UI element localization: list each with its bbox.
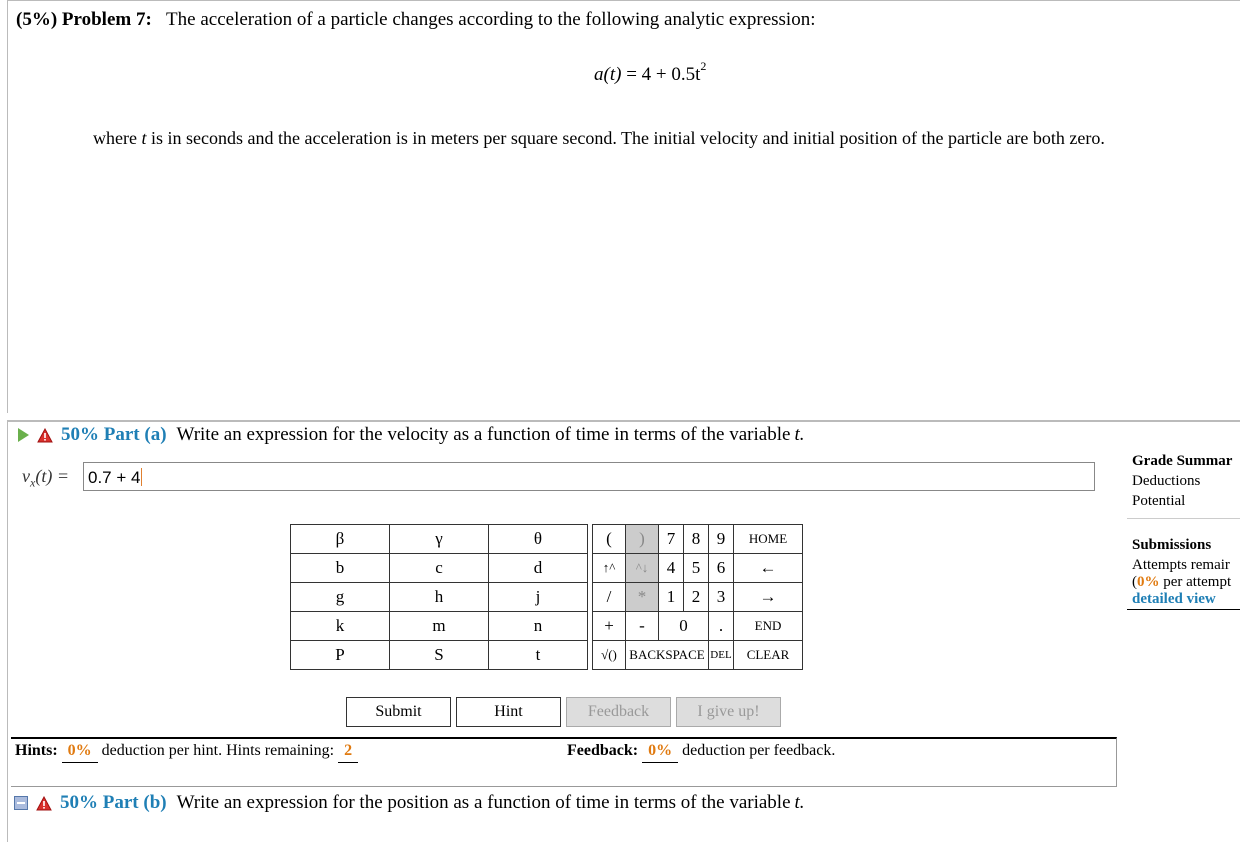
equation-exponent: 2 [700, 59, 707, 73]
key-7[interactable]: 7 [659, 525, 684, 554]
key-d[interactable]: d [489, 554, 588, 583]
detailed-view-link[interactable]: detailed view [1127, 591, 1240, 610]
key-S[interactable]: S [390, 641, 489, 670]
key-t[interactable]: t [489, 641, 588, 670]
numeric-keypad [592, 524, 803, 670]
key-g[interactable]: g [291, 583, 390, 612]
key-2[interactable]: 2 [684, 583, 709, 612]
part-a-prompt: Write an expression for the velocity as a function of time in terms of the variable [176, 424, 791, 445]
submissions-title: Submissions [1132, 537, 1212, 553]
key-m[interactable]: m [390, 612, 489, 641]
key-beta[interactable]: β [291, 525, 390, 554]
answer-value: 0.7 + 4 [88, 468, 141, 487]
key-divide[interactable]: / [593, 583, 626, 612]
part-a-header[interactable] [18, 424, 804, 446]
key-left-arrow[interactable]: ← [734, 554, 803, 583]
where-var: t [141, 128, 147, 148]
text-caret [141, 468, 142, 486]
key-lower[interactable]: ^↓ [626, 554, 659, 583]
key-k[interactable]: k [291, 612, 390, 641]
key-P[interactable]: P [291, 641, 390, 670]
collapse-icon[interactable] [14, 796, 28, 810]
warning-icon [36, 796, 52, 811]
problem-statement: The acceleration of a particle changes according to the following analytic expression: [166, 9, 816, 30]
play-icon[interactable] [18, 428, 29, 442]
part-a-prompt-var: t. [794, 424, 805, 445]
where-text-rest: is in seconds and the acceleration is in meters per square second. The initial velocity and initial position of the particle are both zero. [146, 128, 1105, 148]
part-b-header[interactable] [14, 792, 805, 814]
feedback-info [567, 742, 835, 760]
var-args: (t) = [35, 466, 69, 486]
grade-summary [1127, 450, 1240, 610]
key-sqrt[interactable]: √() [593, 641, 626, 670]
var-sub: x [30, 475, 36, 490]
hints-text: deduction per hint. Hints remaining: [101, 742, 335, 759]
part-a-percent: 50% Part (a) [61, 424, 167, 445]
key-plus[interactable]: + [593, 612, 626, 641]
give-up-button[interactable]: I give up! [676, 697, 781, 727]
part-b-percent: 50% Part (b) [60, 792, 167, 813]
key-theta[interactable]: θ [489, 525, 588, 554]
key-1[interactable]: 1 [659, 583, 684, 612]
part-b-prompt: Write an expression for the position as a function of time in terms of the variable [176, 792, 791, 813]
key-b[interactable]: b [291, 554, 390, 583]
key-h[interactable]: h [390, 583, 489, 612]
key-close-paren[interactable]: ) [626, 525, 659, 554]
problem-label: Problem 7: [61, 9, 152, 30]
key-gamma[interactable]: γ [390, 525, 489, 554]
deductions-label: Deductions [1132, 473, 1201, 489]
key-c[interactable]: c [390, 554, 489, 583]
key-open-paren[interactable]: ( [593, 525, 626, 554]
key-home[interactable]: HOME [734, 525, 803, 554]
problem-header [16, 9, 815, 31]
key-minus[interactable]: - [626, 612, 659, 641]
key-multiply[interactable]: * [626, 583, 659, 612]
key-3[interactable]: 3 [709, 583, 734, 612]
sidebar-divider [1127, 518, 1240, 520]
answer-input[interactable] [83, 462, 1095, 491]
per-attempt-text: per attempt [1159, 574, 1232, 590]
key-right-arrow[interactable]: → [734, 583, 803, 612]
grade-summary-title: Grade Summar [1132, 453, 1233, 469]
key-del[interactable]: DEL [709, 641, 734, 670]
equation-lhs: a(t) [594, 64, 622, 85]
equation [594, 59, 706, 86]
equation-rhs: = 4 + 0.5t [621, 64, 701, 85]
hints-label: Hints: [15, 742, 58, 759]
key-4[interactable]: 4 [659, 554, 684, 583]
key-end[interactable]: END [734, 612, 803, 641]
key-decimal[interactable]: . [709, 612, 734, 641]
key-n[interactable]: n [489, 612, 588, 641]
key-9[interactable]: 9 [709, 525, 734, 554]
where-text: where [93, 128, 142, 148]
problem-where [93, 128, 1105, 149]
warning-icon [37, 428, 53, 443]
key-j[interactable]: j [489, 583, 588, 612]
per-attempt: (0% per attempt [1132, 574, 1232, 590]
key-5[interactable]: 5 [684, 554, 709, 583]
part-b-prompt-var: t. [794, 792, 805, 813]
key-0[interactable]: 0 [659, 612, 709, 641]
hints-deduction: 0% [62, 742, 98, 763]
key-clear[interactable]: CLEAR [734, 641, 803, 670]
feedback-deduction: 0% [642, 742, 678, 763]
potential-label: Potential [1132, 493, 1186, 509]
submit-button[interactable]: Submit [346, 697, 451, 727]
greek-keypad [290, 524, 588, 670]
hints-remaining: 2 [338, 742, 358, 763]
hints-info [15, 742, 358, 760]
key-backspace[interactable]: BACKSPACE [626, 641, 709, 670]
feedback-text: deduction per feedback. [682, 742, 836, 759]
key-raise[interactable]: ↑^ [593, 554, 626, 583]
per-attempt-pct: 0% [1137, 574, 1160, 590]
hint-button[interactable]: Hint [456, 697, 561, 727]
feedback-label: Feedback: [567, 742, 639, 759]
answer-label [22, 466, 69, 491]
key-8[interactable]: 8 [684, 525, 709, 554]
attempts-remaining: Attempts remair [1132, 557, 1230, 573]
var-label: v [22, 466, 30, 486]
feedback-button[interactable]: Feedback [566, 697, 671, 727]
problem-weight: (5%) [16, 9, 58, 30]
key-6[interactable]: 6 [709, 554, 734, 583]
